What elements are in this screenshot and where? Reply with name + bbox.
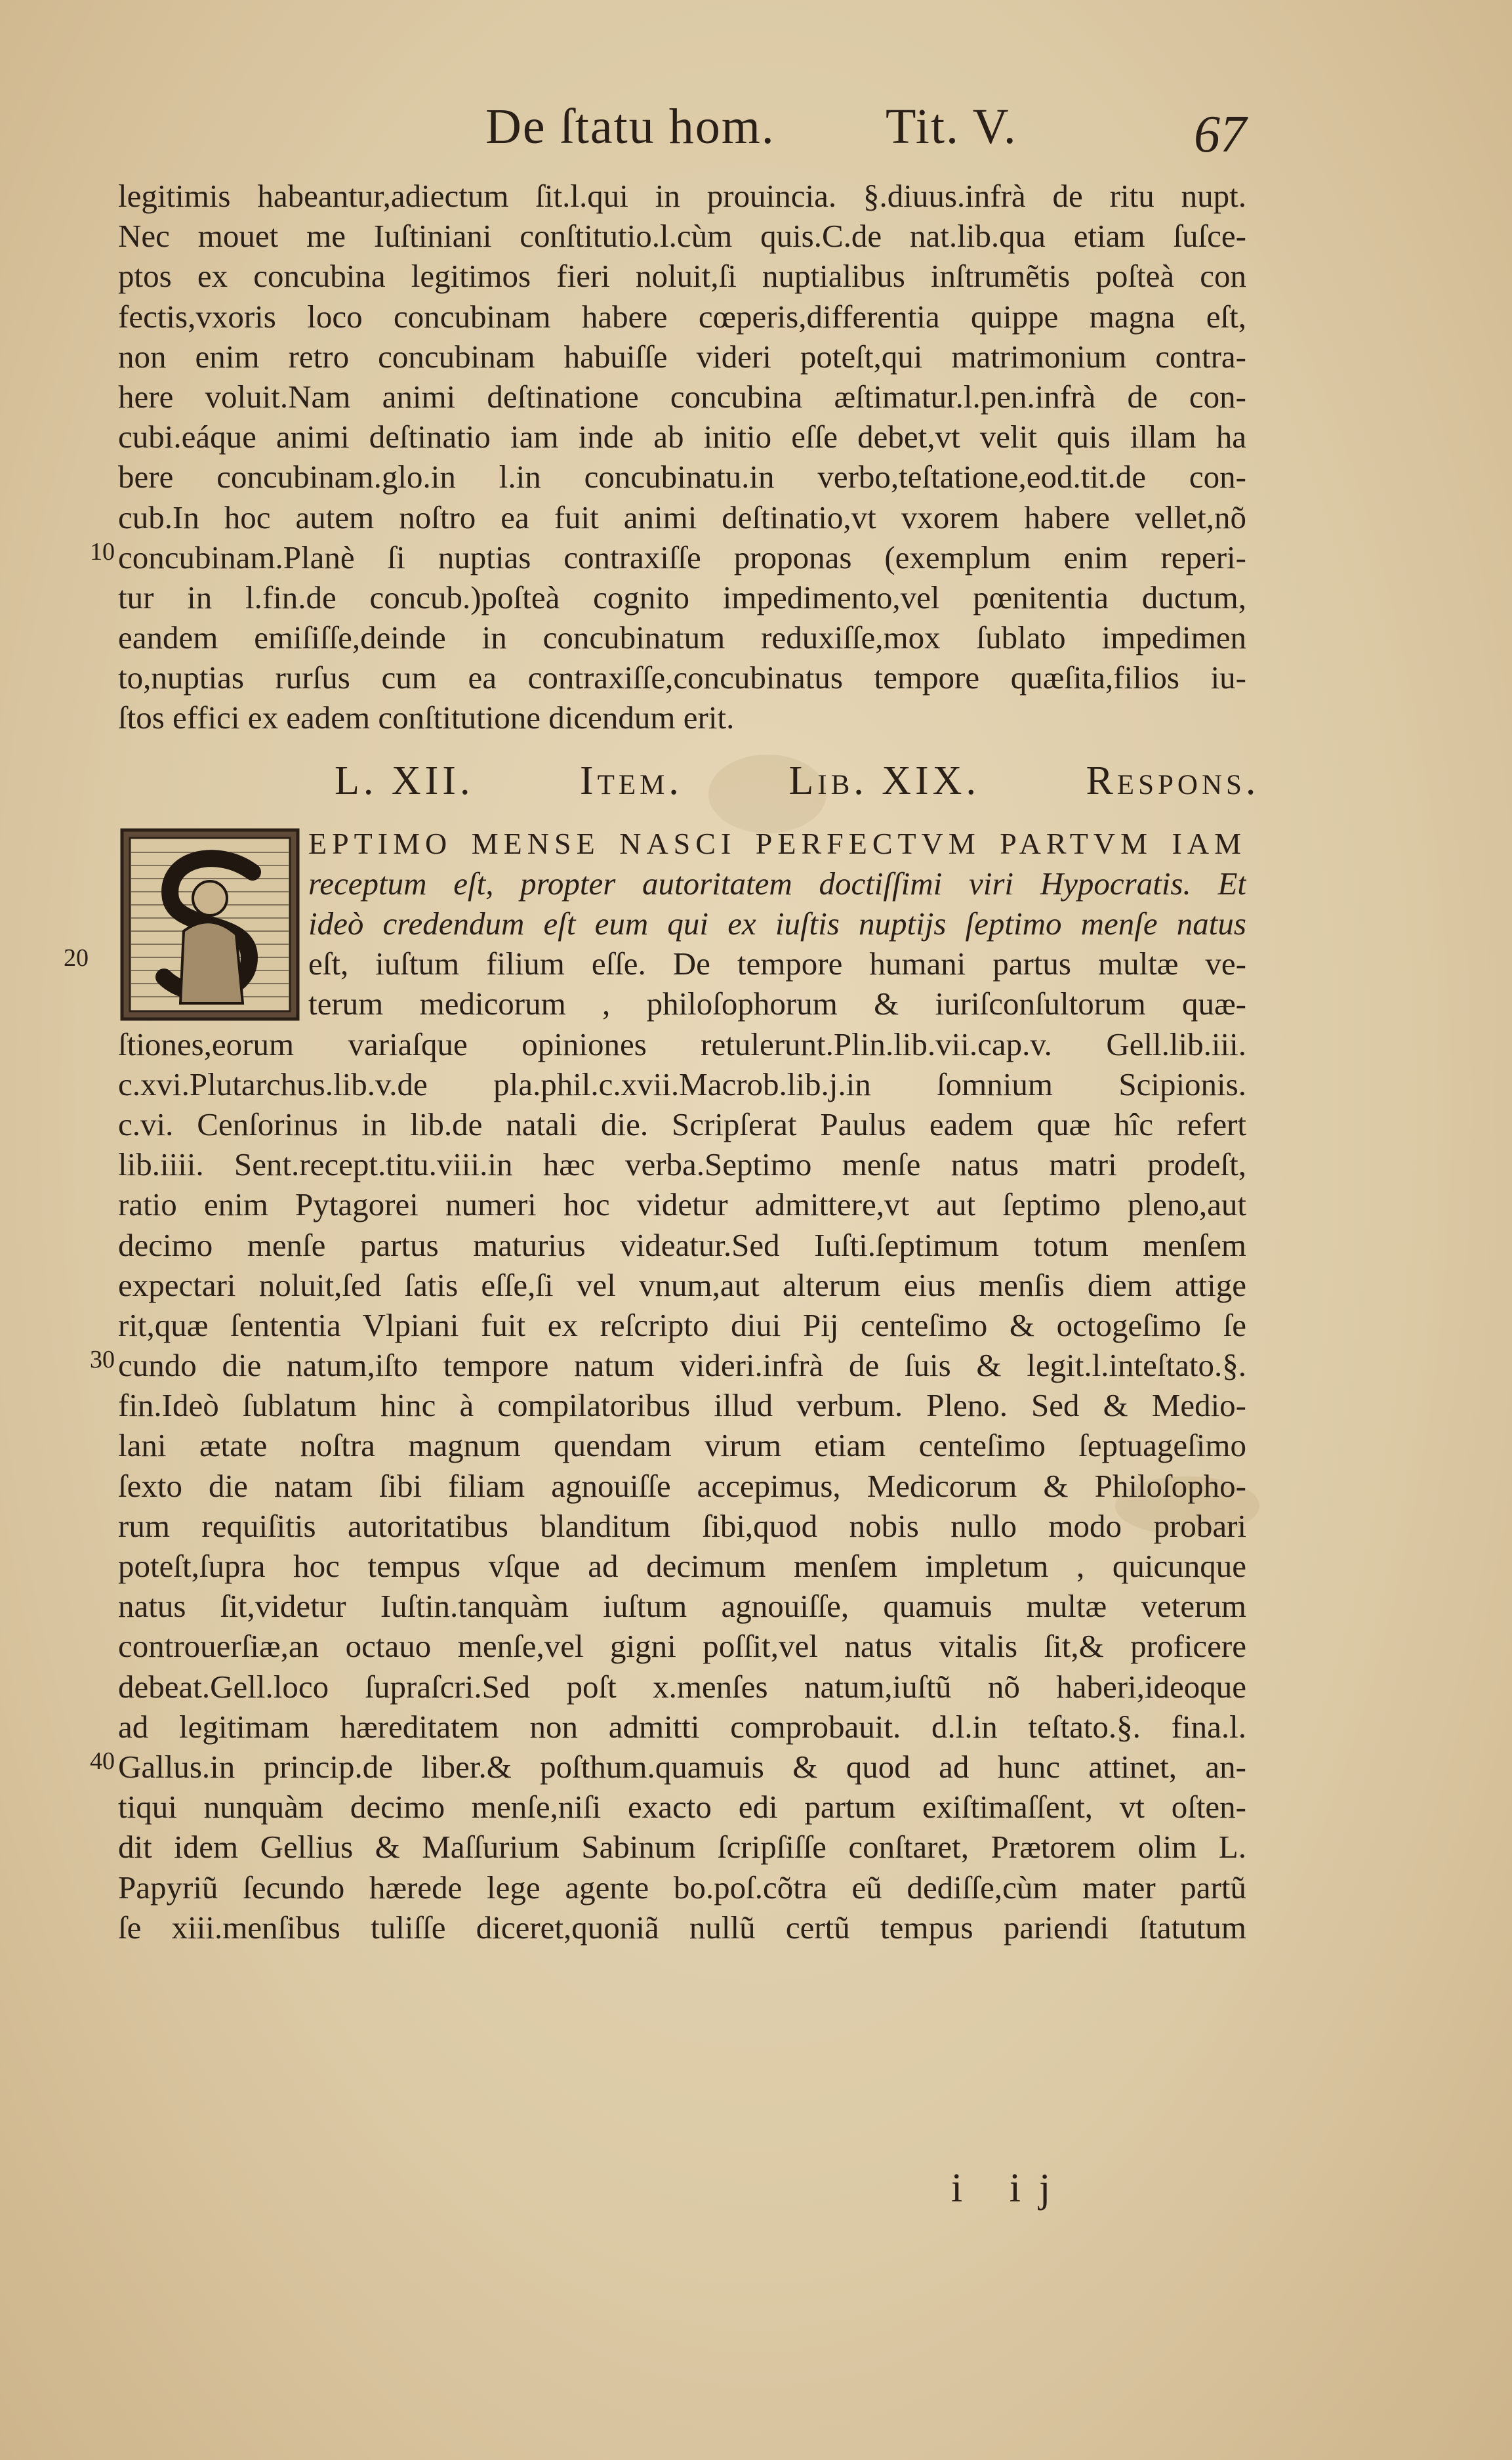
text-line: Nec mouet me Iuſtiniani conſtitutio.l.cùm quis.C.de nat.lib.qua etiam ſuſce-	[118, 218, 1246, 255]
text-line: tiqui nunquàm decimo menſe,niſi exacto edi partum exiſtimaſſent, vt oſten-	[118, 1789, 1246, 1825]
signature-mark: i ij	[951, 2166, 1069, 2211]
drop-cap-text	[64, 823, 1246, 1024]
text-line: ratio enim Pytagorei numeri hoc videtur admittere,vt aut ſeptimo pleno,aut	[118, 1186, 1246, 1223]
text-line: eſt, iuſtum filium eſſe. De tempore humani partus multæ ve-	[308, 946, 1246, 982]
text-line: receptum eſt, propter autoritatem doctiſſimi viri Hypocratis. Et	[308, 865, 1246, 902]
heading-item: Item.	[579, 758, 683, 803]
line-number: 10	[90, 537, 115, 566]
text-line: to,nuptias rurſus cum ea contraxiſſe,concubinatus tempore quæſita,filios iu-	[118, 659, 1246, 696]
text-line: ideò credendum eſt eum qui ex iuſtis nuptijs ſeptimo menſe natus	[308, 906, 1246, 942]
text-line: ptos ex concubina legitimos fieri noluit,ſi nuptialibus inſtrumẽtis poſteà con	[118, 258, 1246, 295]
text-line: poteſt,ſupra hoc tempus vſque ad decimum menſem impletum , quicunque	[118, 1548, 1246, 1584]
text-line: controuerſiæ,an octauo menſe,vel gigni poſſit,vel natus vitalis ſit,& proficere	[118, 1628, 1246, 1665]
text-line: fectis,vxoris loco concubinam habere cœperis,differentia quippe magna eſt,	[118, 298, 1246, 335]
text-line: Gallus.in princip.de liber.& poſthum.quamuis & quod ad hunc attinet, an-	[118, 1748, 1246, 1785]
text-line: bere concubinam.glo.in l.in concubinatu.in verbo,teſtatione,eod.tit.de con-	[118, 459, 1246, 495]
text-line: concubinam.Planè ſi nuptias contraxiſſe proponas (exemplum enim reperi-	[118, 539, 1246, 575]
text-line: decimo menſe partus maturius videatur.Sed Iuſti.ſeptimum totum menſem	[118, 1226, 1246, 1263]
text-line: rum requiſitis autoritatibus blanditum ſibi,quod nobis nullo modo probari	[118, 1507, 1246, 1544]
header-title: De ſtatu hom.	[485, 99, 775, 154]
text-line: tur in l.fin.de concub.)poſteà cognito impedimento,vel pœnitentia ductum,	[118, 579, 1246, 615]
text-line: legitimis habeantur,adiectum ſit.l.qui in prouincia. §.diuus.infrà de ritu nupt.	[118, 178, 1246, 214]
line-number: 40	[90, 1747, 115, 1775]
text-line: cub.In hoc autem noſtro ea fuit animi deſtinatio,vt vxorem habere vellet,nõ	[118, 499, 1246, 535]
line-number: 20	[64, 944, 89, 972]
text-line: ſtos effici ex eadem conſtitutione dicendum erit.	[118, 699, 735, 736]
text-line: dit idem Gellius & Maſſurium Sabinum ſcripſiſſe conſtaret, Prætorem olim L.	[118, 1829, 1246, 1866]
text-line: rit,quæ ſententia Vlpiani fuit ex reſcripto diui Pij centeſimo & octogeſimo ſe	[118, 1306, 1246, 1343]
text-line: ad legitimam hæreditatem non admitti comprobauit. d.l.in teſtato.§. fina.l.	[118, 1708, 1246, 1745]
text-line: Papyriũ ſecundo hærede lege agente bo.poſ.cõtra eũ dediſſe,cùm mater partũ	[118, 1869, 1246, 1906]
text-line: lani ætate noſtra magnum quendam virum etiam centeſimo ſeptuageſimo	[118, 1427, 1246, 1464]
heading-law-number: L. XII.	[335, 758, 474, 803]
text-line: fin.Ideò ſublatum hinc à compilatoribus illud verbum. Pleno. Sed & Medio-	[118, 1387, 1246, 1424]
text-line-capitals: EPTIMO MENSE NASCI PERFECTVM PARTVM IAM	[308, 826, 1246, 860]
header-title-number: Tit. V.	[886, 99, 1017, 154]
heading-respons: Respons.	[1086, 758, 1260, 803]
decorated-initial-s	[118, 826, 302, 1023]
text-block	[64, 176, 1260, 1948]
text-line: c.xvi.Plutarchus.lib.v.de pla.phil.c.xvii.Macrob.lib.j.in ſomnium Scipionis.	[118, 1066, 1246, 1102]
text-line: c.vi. Cenſorinus in lib.de natali die. Scripſerat Paulus eadem quæ hîc refert	[118, 1106, 1246, 1142]
text-line: ſe xiii.menſibus tuliſſe diceret,quoniã nullũ certũ tempus pariendi ſtatutum	[118, 1909, 1246, 1946]
text-line: here voluit.Nam animi deſtinatione concubina æſtimatur.l.pen.infrà de con-	[118, 378, 1246, 415]
text-line: debeat.Gell.loco ſupraſcri.Sed poſt x.menſes natum,iuſtũ nõ haberi,ideoque	[118, 1668, 1246, 1705]
drop-cap-block	[64, 823, 1246, 1024]
heading-book: Lib. XIX.	[788, 758, 980, 803]
section-heading	[118, 738, 1260, 823]
text-line: ſtiones,eorum variaſque opiniones retulerunt.Plin.lib.vii.cap.v. Gell.lib.iii.	[118, 1026, 1246, 1062]
woodcut-initial-image	[118, 826, 302, 1023]
text-line: lib.iiii. Sent.recept.titu.viii.in hæc verba.Septimo menſe natus matri prodeſt,	[118, 1146, 1246, 1183]
line-number: 30	[90, 1346, 115, 1374]
page-number: 67	[1194, 106, 1246, 163]
text-line: natus ſit,videtur Iuſtin.tanquàm iuſtum agnouiſſe, quamuis multæ veterum	[118, 1588, 1246, 1625]
text-line: cubi.eáque animi deſtinatio iam inde ab initio eſſe debet,vt velit quis illam ha	[118, 419, 1246, 455]
text-line: ſexto die natam ſibi filiam agnouiſſe accepimus, Medicorum & Philoſopho-	[118, 1467, 1246, 1504]
text-line: expectari noluit,ſed ſatis eſſe,ſi vel vnum,aut alterum eius menſis diem attige	[118, 1266, 1246, 1303]
text-line: cundo die natum,iſto tempore natum videri.infrà de ſuis & legit.l.inteſtato.§.	[118, 1347, 1246, 1384]
text-line: terum medicorum , philoſophorum & iuriſconſultorum quæ-	[308, 986, 1246, 1022]
text-line: non enim retro concubinam habuiſſe videri poteſt,qui matrimonium contra-	[118, 338, 1246, 375]
text-line: eandem emiſiſſe,deinde in concubinatum reduxiſſe,mox ſublato impedimen	[118, 619, 1246, 656]
running-header	[485, 98, 1299, 171]
